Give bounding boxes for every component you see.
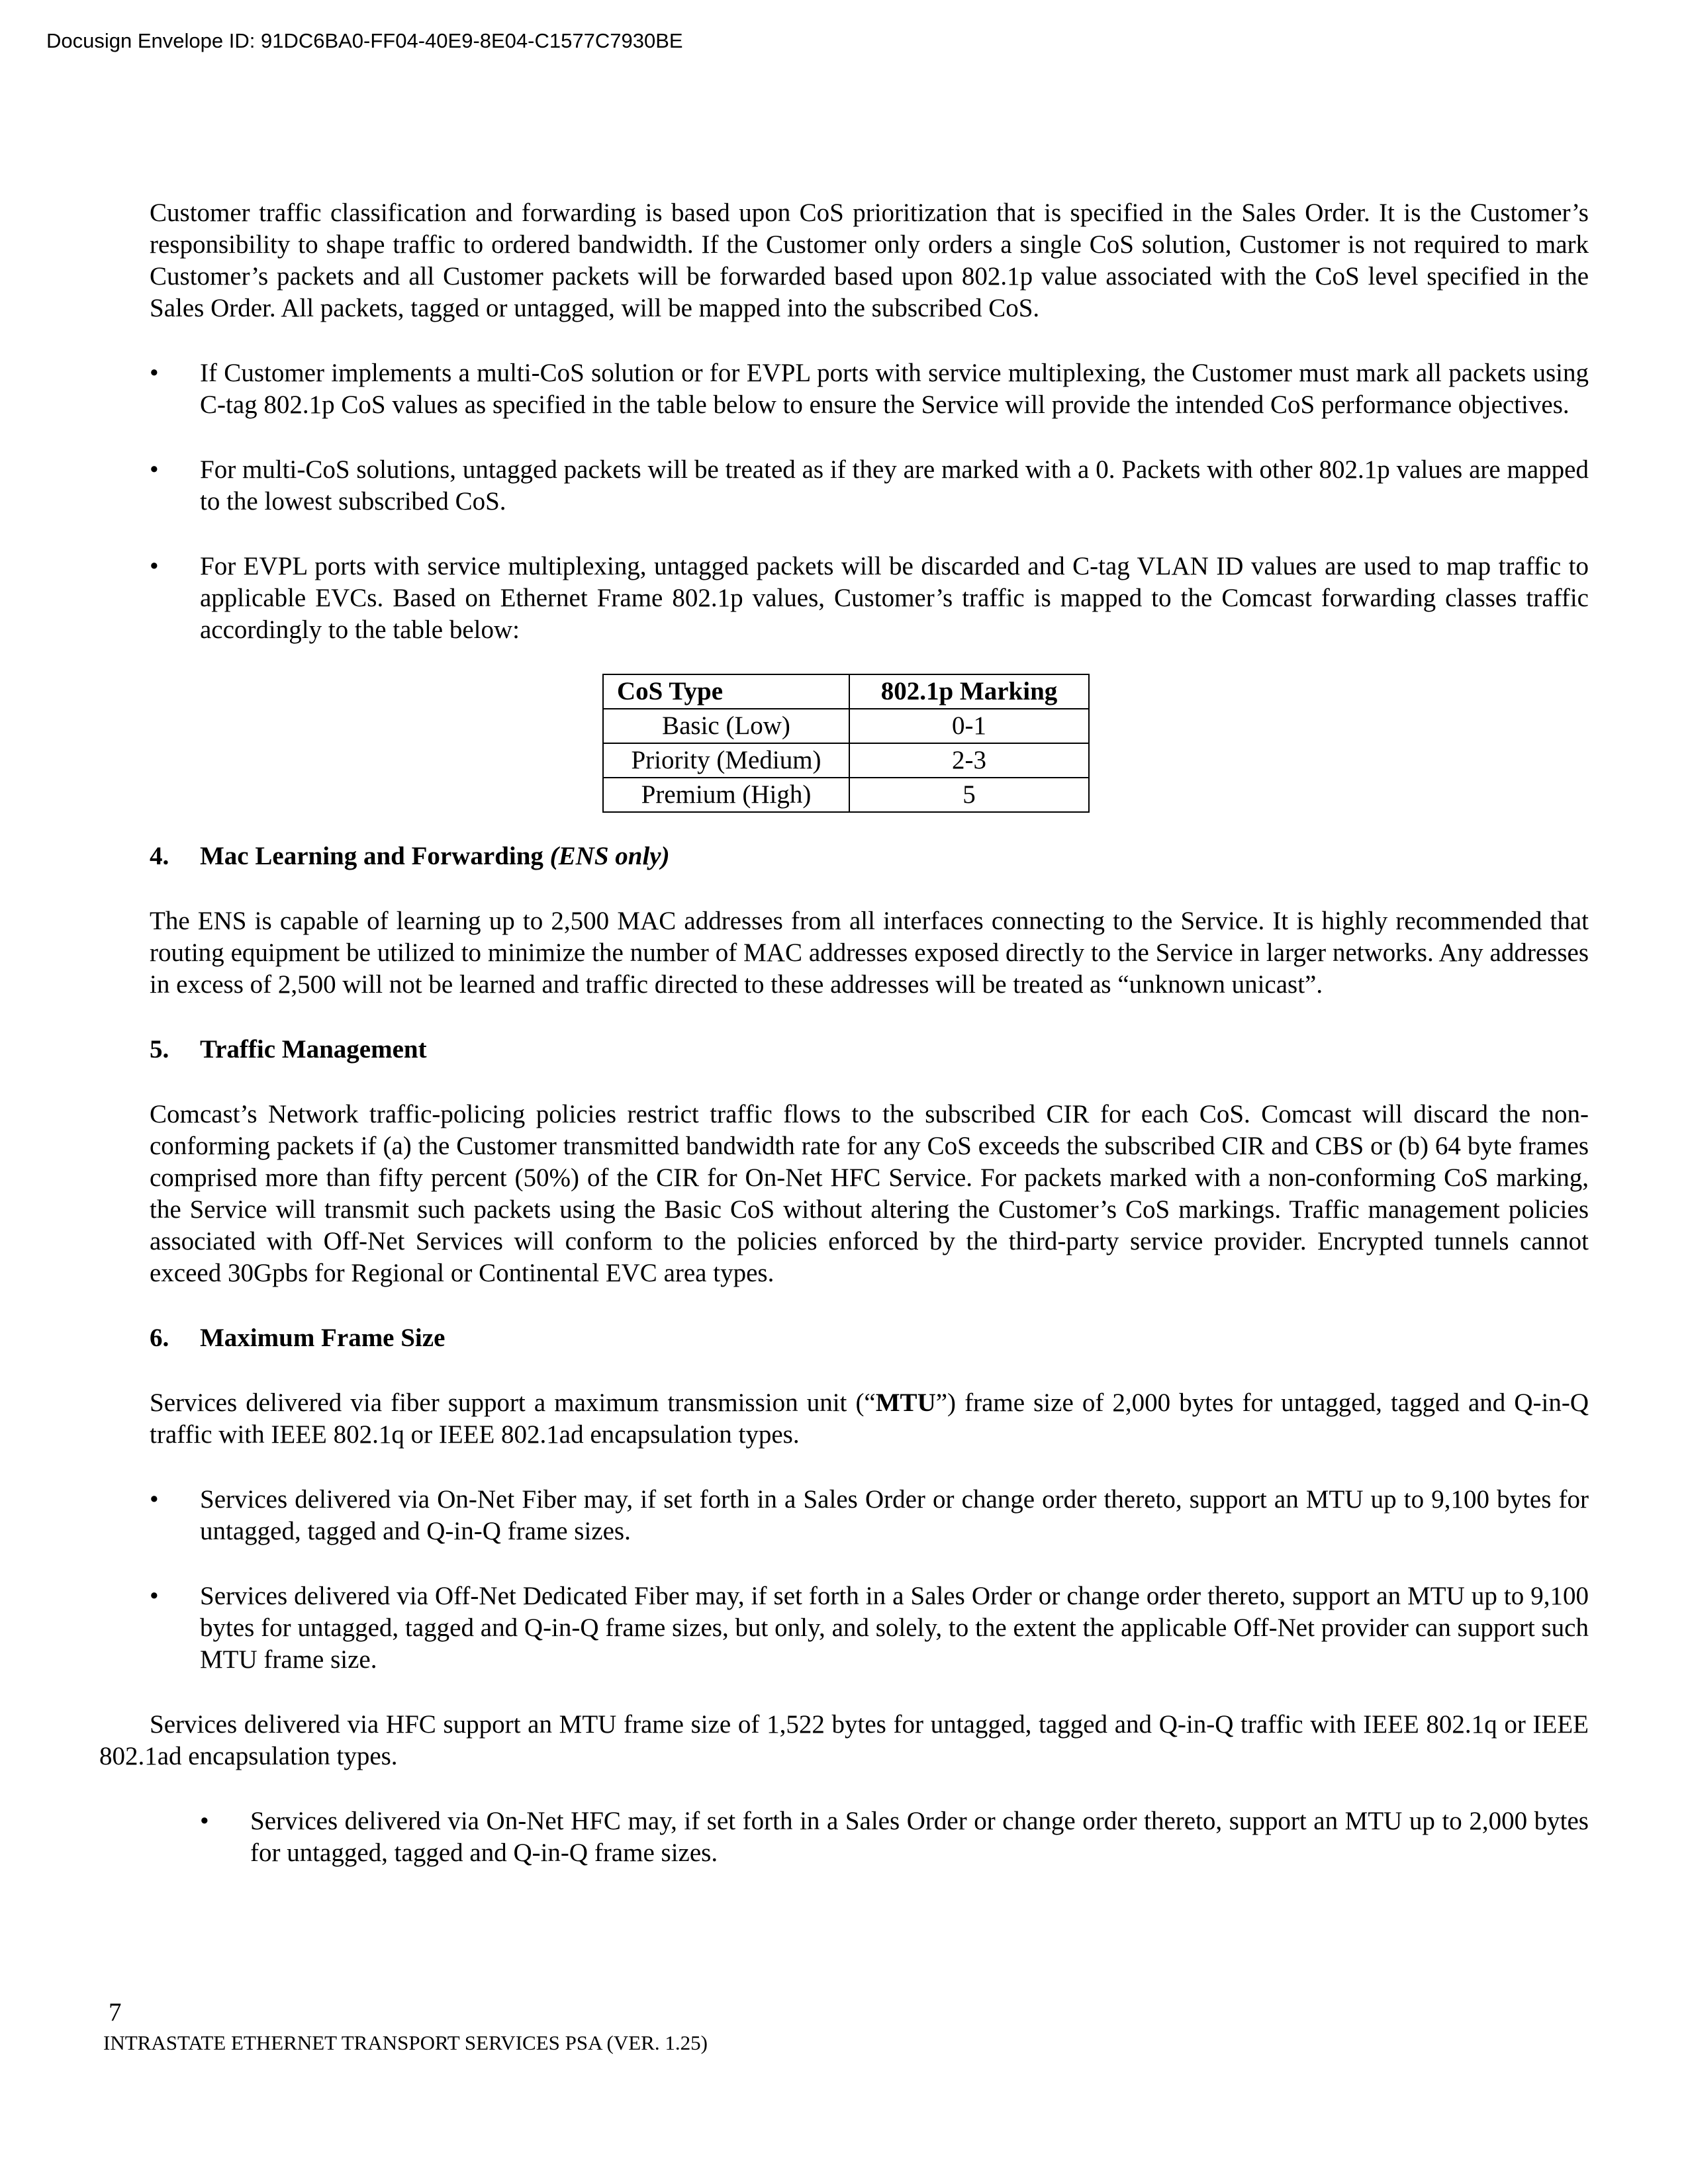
section-number: 6. [150, 1324, 169, 1352]
list-item [150, 1580, 1589, 1676]
bullet-icon: • [150, 552, 159, 580]
table-header-row [603, 674, 1089, 709]
list-item-text: If Customer implements a multi-CoS solution or for EVPL ports with service multiplexing, the Customer must mark all packets using C-tag 802.1p CoS values as specified in the table below to ensure the Service will provide the intended CoS performance objectives. [200, 359, 1589, 419]
section-6-text [150, 1387, 1589, 1451]
table-cell: Premium (High) [603, 778, 849, 812]
list-item-text: For EVPL ports with service multiplexing, untagged packets will be discarded and C-tag VLAN ID values are used to map traffic to applicable EVCs. Based on Ethernet Frame 802.1p values, Customer’s traffic is mapped to the Comcast forwarding classes traffic accordingly to the table below: [200, 552, 1589, 644]
section-heading-5 [150, 1034, 1589, 1066]
bullet-icon: • [150, 1582, 159, 1610]
document-body [99, 197, 1589, 1869]
section-title-qualifier: (ENS only) [549, 842, 670, 870]
table-cell: Priority (Medium) [603, 743, 849, 778]
list-item-text: Services delivered via On-Net Fiber may, if set forth in a Sales Order or change order thereto, support an MTU up to 9,100 bytes for untagged, tagged and Q-in-Q frame sizes. [200, 1485, 1589, 1545]
list-item [150, 1484, 1589, 1547]
column-header-cos-type: CoS Type [603, 674, 849, 709]
section-heading-4 [150, 841, 1589, 872]
bullet-icon: • [150, 455, 159, 484]
list-item-text: Services delivered via On-Net HFC may, if set forth in a Sales Order or change order thereto, support an MTU up to 2,000 bytes for untagged, tagged and Q-in-Q frame sizes. [250, 1807, 1589, 1867]
section-title: Traffic Management [200, 1035, 427, 1064]
cos-marking-table [602, 674, 1090, 813]
page-footer [103, 1997, 708, 2055]
mtu-term: MTU [875, 1388, 936, 1417]
column-header-marking: 802.1p Marking [849, 674, 1089, 709]
table-cell: Basic (Low) [603, 709, 849, 743]
section-title: Maximum Frame Size [200, 1324, 445, 1352]
list-item [200, 1805, 1589, 1869]
page-number: 7 [109, 1998, 122, 2026]
bullet-icon: • [150, 1485, 159, 1514]
section-5-text: Comcast’s Network traffic-policing policies restrict traffic flows to the subscribed CIR for each CoS. Comcast will discard the non-conforming packets if (a) the Customer transmitted bandwidth rate for any CoS exceeds the subscribed CIR and CBS or (b) 64 byte frames comprised more than fifty percent (50%) of the CIR for On-Net HFC Service. For packets marked with a non-conforming CoS marking, the Service will transmit such packets using the Basic CoS without altering the Customer’s CoS markings. Traffic management policies associated with Off-Net Services will conform to the policies enforced by the third-party service provider. Encrypted tunnels cannot exceed 30Gpbs for Regional or Continental EVC area types. [150, 1100, 1589, 1287]
table-cell: 5 [849, 778, 1089, 812]
section-number: 5. [150, 1035, 169, 1064]
section-4-text: The ENS is capable of learning up to 2,500 MAC addresses from all interfaces connecting to the Service. It is highly recommended that routing equipment be utilized to minimize the number of MAC addresses exposed directly to the Service in larger networks. Any addresses in excess of 2,500 will not be learned and traffic directed to these addresses will be treated as “unknown unicast”. [150, 907, 1589, 999]
table-row [603, 778, 1089, 812]
table-cell: 2-3 [849, 743, 1089, 778]
list-item [150, 454, 1589, 518]
table-cell: 0-1 [849, 709, 1089, 743]
bullet-icon: • [200, 1807, 209, 1835]
section-heading-6 [150, 1322, 1589, 1354]
intro-paragraph: Customer traffic classification and forwarding is based upon CoS prioritization that is specified in the Sales Order. It is the Customer’s responsibility to shape traffic to ordered bandwidth. If the Customer only orders a single CoS solution, Customer is not required to mark Customer’s packets and all Customer packets will be forwarded based upon 802.1p value associated with the CoS level specified in the Sales Order. All packets, tagged or untagged, will be mapped into the subscribed CoS. [150, 199, 1589, 322]
section-number: 4. [150, 842, 169, 870]
list-item-text: For multi-CoS solutions, untagged packets will be treated as if they are marked with a 0. Packets with other 802.1p values are mapped to the lowest subscribed CoS. [200, 455, 1589, 516]
table-row [603, 709, 1089, 743]
section-title: Mac Learning and Forwarding [200, 842, 550, 870]
document-title: INTRASTATE ETHERNET TRANSPORT SERVICES PSA (VER. 1.25) [103, 2031, 708, 2054]
bullet-icon: • [150, 359, 159, 387]
table-row [603, 743, 1089, 778]
list-item [150, 357, 1589, 421]
text-run: ”) frame size of 2,000 bytes for untagged, tagged and Q-in-Q traffic with IEEE 802.1q or IEEE 802.1ad encapsulation types. [150, 1388, 1589, 1449]
envelope-id: Docusign Envelope ID: 91DC6BA0-FF04-40E9-8E04-C1577C7930BE [46, 29, 683, 52]
hfc-paragraph: Services delivered via HFC support an MTU frame size of 1,522 bytes for untagged, tagged and Q-in-Q traffic with IEEE 802.1q or IEEE 802.1ad encapsulation types. [99, 1710, 1589, 1770]
text-run: Services delivered via fiber support a maximum transmission unit (“ [150, 1388, 876, 1417]
list-item-text: Services delivered via Off-Net Dedicated Fiber may, if set forth in a Sales Order or change order thereto, support an MTU up to 9,100 bytes for untagged, tagged and Q-in-Q frame sizes, but only, and solely, to the extent the applicable Off-Net provider can support such MTU frame size. [200, 1582, 1589, 1674]
list-item [150, 551, 1589, 646]
